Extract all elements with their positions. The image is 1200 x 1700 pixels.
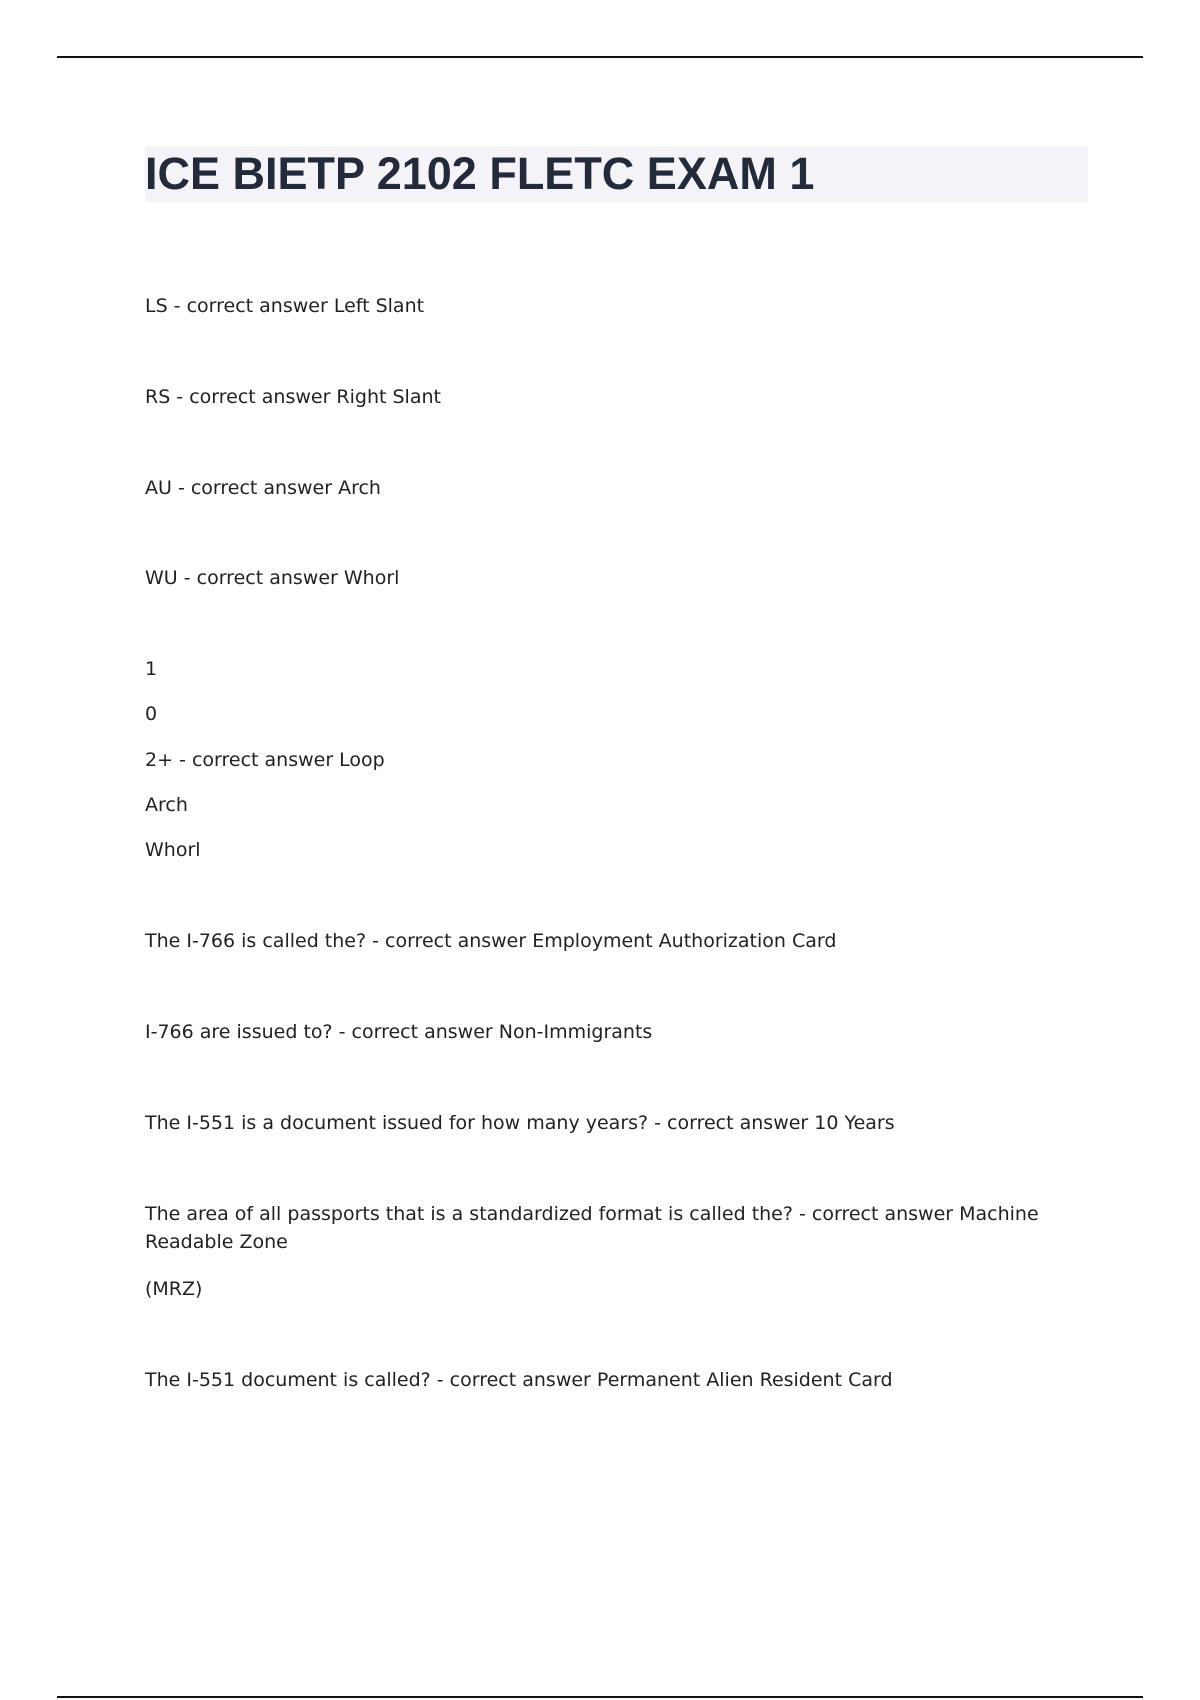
qa-item-ls: LS - correct answer Left Slant — [145, 295, 425, 317]
qa-item-i766-name: The I-766 is called the? - correct answer Employment Authorization Card — [145, 930, 837, 952]
qa-item-i551-years: The I-551 is a document issued for how many years? - correct answer 10 Years — [145, 1112, 895, 1134]
qa-item-wu: WU - correct answer Whorl — [145, 567, 400, 589]
qa-item-au: AU - correct answer Arch — [145, 477, 381, 499]
pattern-line-0: 0 — [145, 703, 158, 725]
qa-item-i551-name: The I-551 document is called? - correct answer Permanent Alien Resident Card — [145, 1369, 893, 1391]
page-title: ICE BIETP 2102 FLETC EXAM 1 — [145, 148, 815, 199]
qa-item-i766-issued: I-766 are issued to? - correct answer Non-Immigrants — [145, 1021, 653, 1043]
pattern-line-whorl: Whorl — [145, 839, 201, 861]
qa-item-mrz: The area of all passports that is a standardized format is called the? - correct answer Machine Readable Zone — [145, 1203, 1039, 1253]
top-divider — [57, 56, 1143, 58]
bottom-divider — [57, 1696, 1143, 1698]
qa-item-mrz-abbrev: (MRZ) — [145, 1278, 203, 1300]
qa-item-rs: RS - correct answer Right Slant — [145, 386, 441, 408]
qa-item-loop: 2+ - correct answer Loop — [145, 749, 385, 771]
pattern-line-arch: Arch — [145, 794, 188, 816]
pattern-line-1: 1 — [145, 658, 158, 680]
